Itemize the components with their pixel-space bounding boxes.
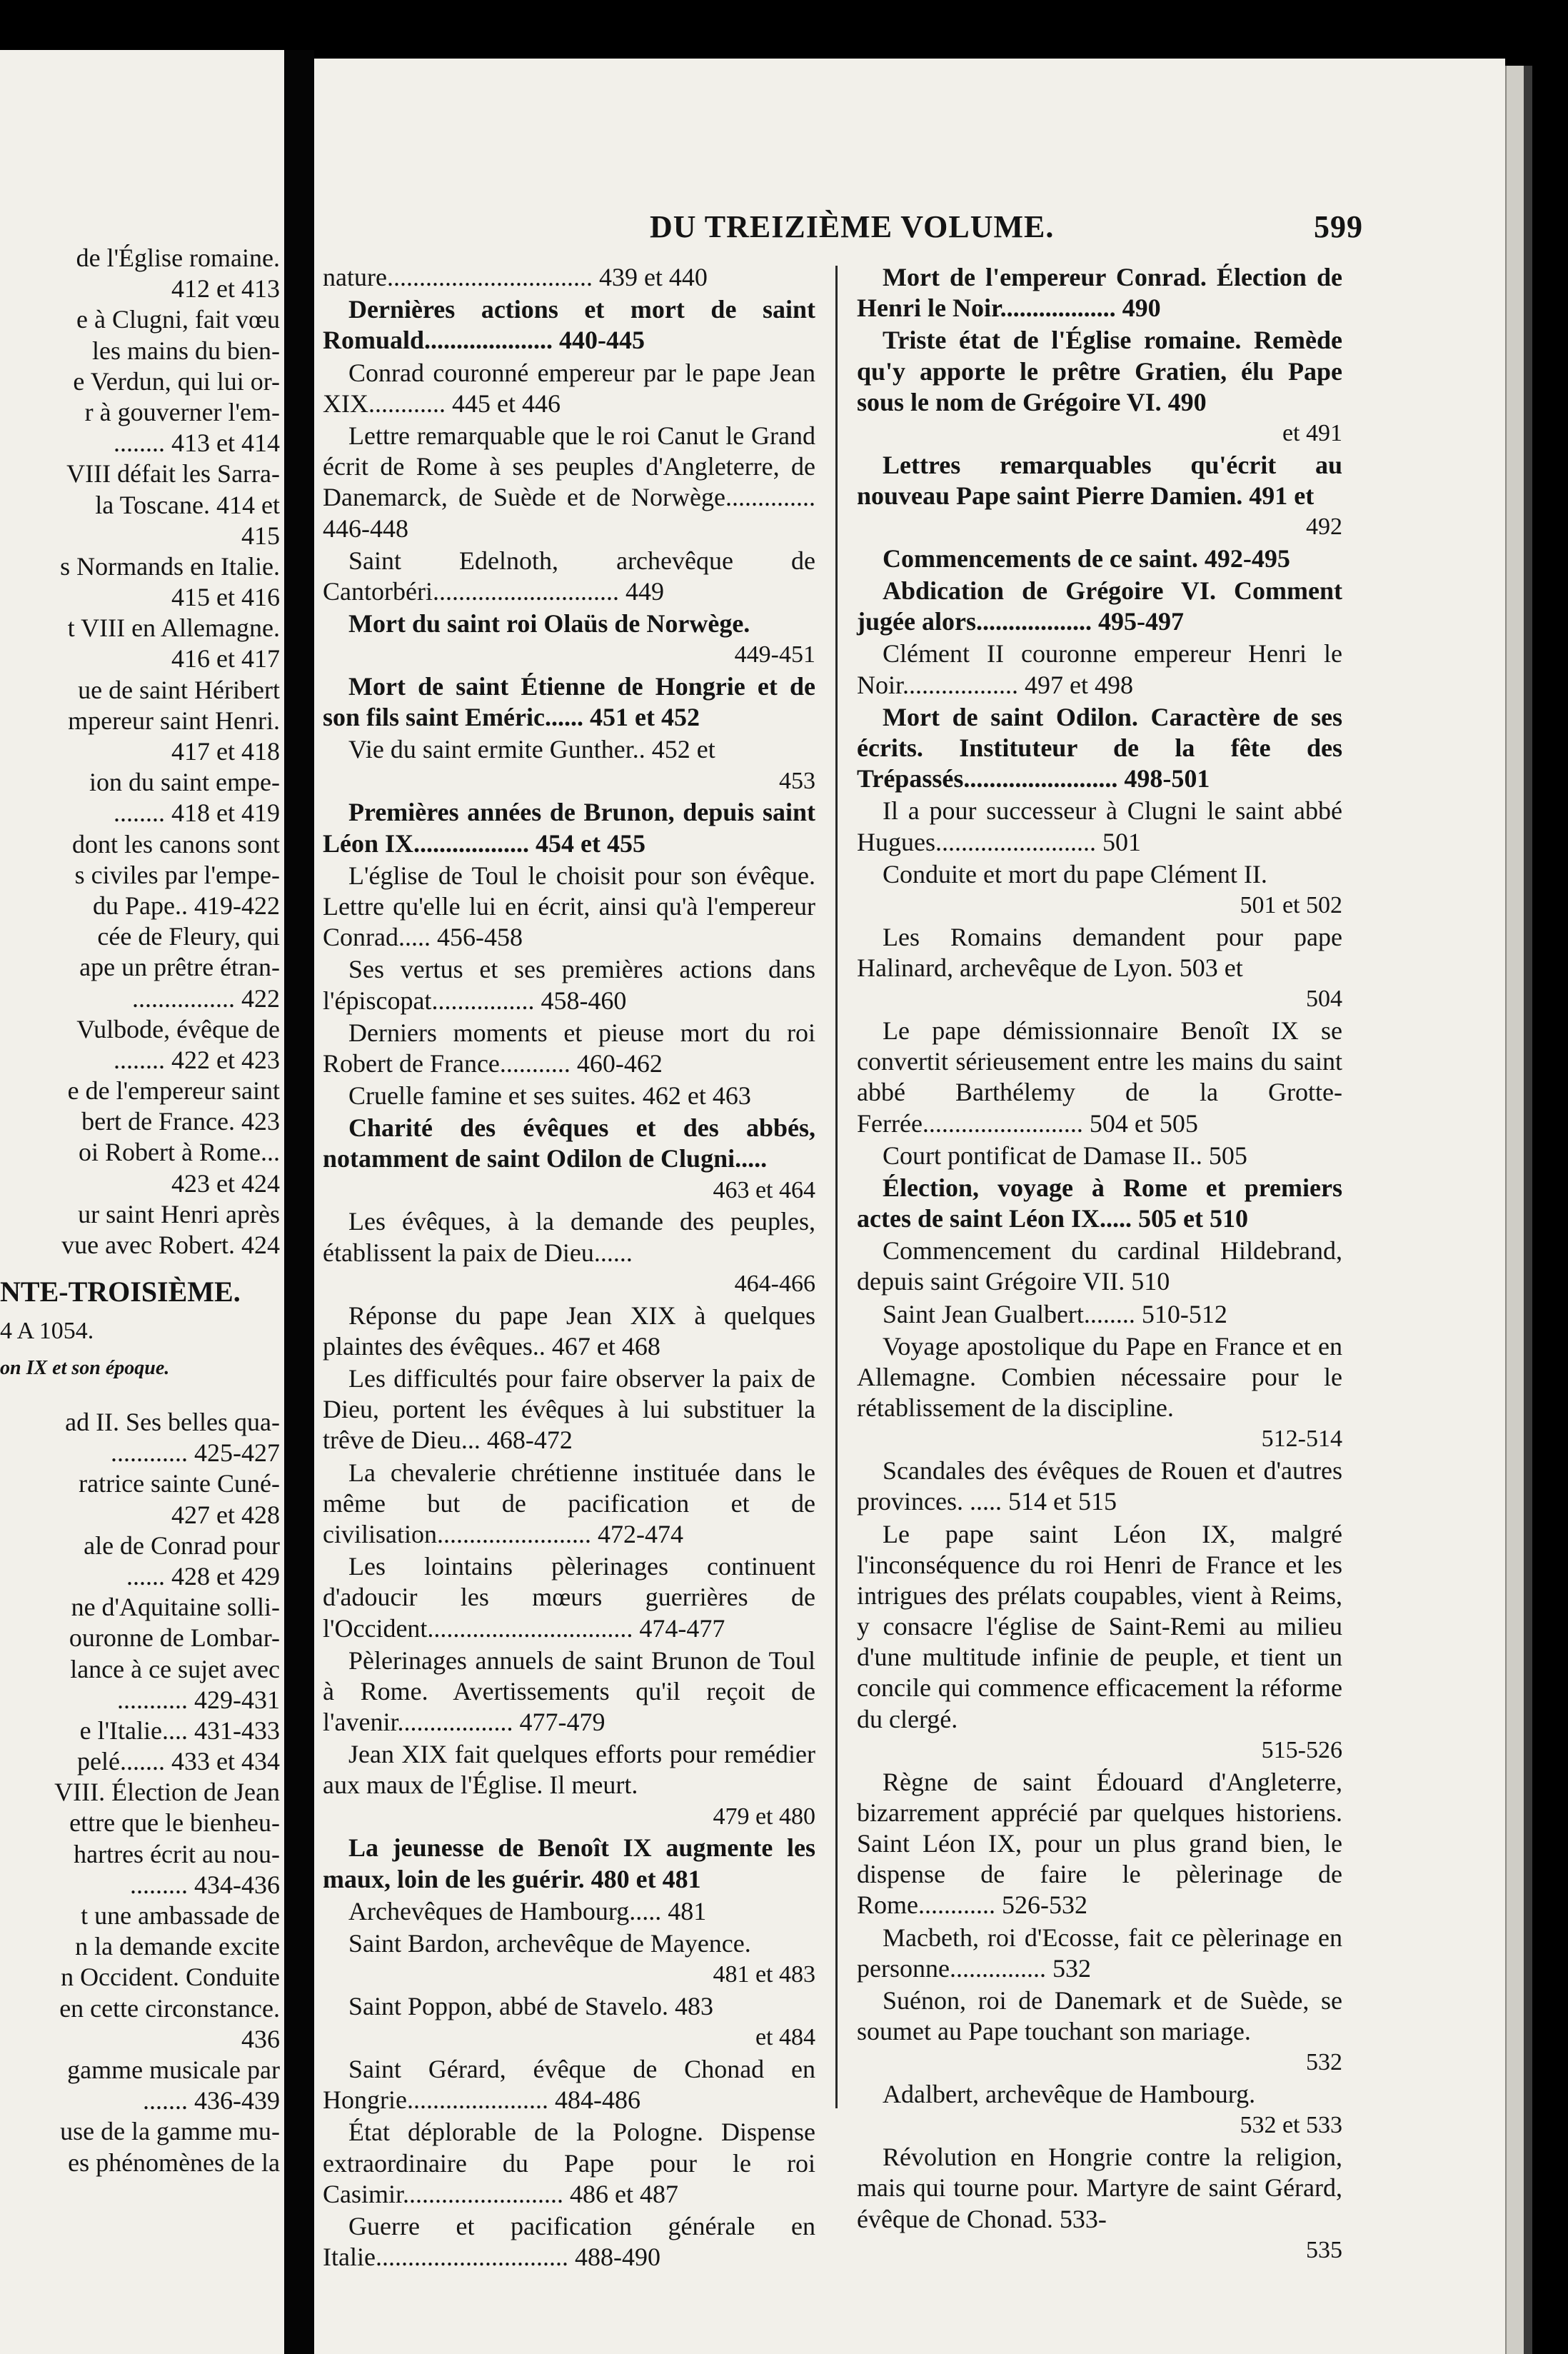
index-entry: Mort de saint Étienne de Hongrie et de son fils saint Eméric...... 451 et 452 <box>323 672 815 732</box>
left-index-line: ne d'Aquitaine solli- <box>71 1593 280 1622</box>
index-entry: Les Romains demandent pour pape Halinard, archevêque de Lyon. 503 et <box>857 922 1342 982</box>
left-index-line: ............ 425-427 <box>111 1438 280 1468</box>
index-entry: Guerre et pacification générale en Italie.............................. 488-490 <box>323 2211 815 2272</box>
index-entry: Le pape démissionnaire Benoît IX se convertit sérieusement entre les mains du saint abbé Barthélemy de la Grotte-Ferrée......................... 504 et 505 <box>857 1016 1342 1138</box>
index-entry: Lettre remarquable que le roi Canut le Grand écrit de Rome à ses peuples d'Angleterre, de Danemarck, de Suède et de Norwège.............. 446-448 <box>323 421 815 543</box>
left-index-line: ........ 422 et 423 <box>114 1045 280 1074</box>
index-entry: Jean XIX fait quelques efforts pour remédier aux maux de l'Église. Il meurt. <box>323 1740 815 1800</box>
left-index-line: 415 <box>241 521 280 550</box>
index-entry: Il a pour successeur à Clugni le saint abbé Hugues......................... 501 <box>857 796 1342 856</box>
left-index-line: oi Robert à Rome... <box>79 1138 280 1167</box>
left-index-line: s Normands en Italie. <box>60 551 280 581</box>
index-entry: Adalbert, archevêque de Hambourg. <box>883 2080 1256 2109</box>
index-entry: nature................................ 439 et 440 <box>323 263 708 291</box>
index-entry: Archevêques de Hambourg..... 481 <box>348 1896 707 1925</box>
left-index-line: use de la gamme mu- <box>60 2117 280 2146</box>
index-entry: Court pontificat de Damase II.. 505 <box>883 1141 1247 1170</box>
index-entry: Lettres remarquables qu'écrit au nouveau Pape saint Pierre Damien. 491 et <box>857 450 1342 510</box>
index-page-ref: 535 <box>1306 2236 1342 2263</box>
index-entry: Vie du saint ermite Gunther.. 452 et <box>348 735 715 764</box>
left-index-line: bert de France. 423 <box>81 1107 280 1136</box>
index-entry: Les difficultés pour faire observer la paix de Dieu, portent les évêques à lui substituer la trêve de Dieu... 468-472 <box>323 1364 815 1455</box>
index-entry: Mort de l'empereur Conrad. Élection de Henri le Noir.................. 490 <box>857 263 1342 323</box>
left-index-line: vue avec Robert. 424 <box>61 1231 280 1259</box>
left-chapter-dates: 4 A 1054. <box>0 1318 94 1344</box>
right-page <box>314 59 1505 2354</box>
left-index-line: ratrice sainte Cuné- <box>79 1469 280 1498</box>
index-page-ref: et 491 <box>1282 419 1342 446</box>
book-gutter <box>284 50 314 2354</box>
page-number: 599 <box>1314 209 1363 244</box>
left-page <box>0 50 284 2354</box>
book-cover-edge <box>1524 66 1532 2354</box>
left-index-line: 415 et 416 <box>171 583 280 612</box>
index-entry: Scandales des évêques de Rouen et d'autres provinces. ..... 514 et 515 <box>857 1456 1342 1516</box>
left-index-line: en cette circonstance. <box>59 1993 280 2023</box>
left-index-line: ale de Conrad pour <box>84 1531 280 1560</box>
left-index-line: gamme musicale par <box>67 2055 280 2084</box>
index-entry: Suénon, roi de Danemark et de Suède, se soumet au Pape touchant son mariage. <box>857 1985 1342 2046</box>
index-entry: Les évêques, à la demande des peuples, établissent la paix de Dieu...... <box>323 1207 815 1267</box>
left-index-line: cée de Fleury, qui <box>97 922 280 951</box>
index-page-ref: et 484 <box>755 2024 815 2051</box>
left-index-line: hartres écrit au nou- <box>74 1839 280 1868</box>
index-entry: Saint Bardon, archevêque de Mayence. <box>348 1928 751 1958</box>
left-index-line: ad II. Ses belles qua- <box>65 1408 280 1436</box>
index-page-ref: 481 et 483 <box>713 1961 815 1988</box>
index-entry: Clément II couronne empereur Henri le Noir.................. 497 et 498 <box>857 639 1342 699</box>
left-index-line: ...... 428 et 429 <box>126 1561 280 1591</box>
index-page-ref: 515-526 <box>1261 1736 1342 1763</box>
index-page-ref: 532 <box>1306 2049 1342 2076</box>
index-entry: Charité des évêques et des abbés, notamment de saint Odilon de Clugni..... <box>323 1113 815 1173</box>
index-entry: Réponse du pape Jean XIX à quelques plaintes des évêques.. 467 et 468 <box>323 1301 815 1361</box>
left-index-line: 416 et 417 <box>171 644 280 673</box>
index-entry: Élection, voyage à Rome et premiers actes de saint Léon IX..... 505 et 510 <box>857 1173 1342 1233</box>
index-entry: Saint Edelnoth, archevêque de Cantorbéri............................. 449 <box>323 546 815 606</box>
index-page-ref: 501 et 502 <box>1240 891 1342 918</box>
left-index-line: ....... 436-439 <box>143 2086 280 2115</box>
left-index-line: ........ 418 et 419 <box>114 798 280 828</box>
left-index-line: e de l'empereur saint <box>67 1076 280 1106</box>
index-page-ref: 479 et 480 <box>713 1803 815 1830</box>
left-index-line: Vulbode, évêque de <box>76 1014 280 1043</box>
index-entry: Commencement du cardinal Hildebrand, depuis saint Grégoire VII. 510 <box>857 1236 1342 1296</box>
index-page-ref: 464-466 <box>734 1270 815 1297</box>
left-index-line: mpereur saint Henri. <box>68 706 280 735</box>
left-index-line: VIII défait les Sarra- <box>66 459 280 489</box>
index-page-ref: 463 et 464 <box>713 1176 815 1203</box>
index-page-ref: 504 <box>1306 986 1342 1013</box>
index-entry: Le pape saint Léon IX, malgré l'inconséquence du roi Henri de France et les intrigues des prélats coupables, vient à Reims, y consacre l'église de Saint-Remi au milieu d'une multitude infinie de peuple, et tient un concile qui commence efficacement la réforme du clergé. <box>857 1519 1342 1733</box>
index-entry: Les lointains pèlerinages continuent d'adoucir les mœurs guerrières de l'Occident................................ 474-477 <box>323 1552 815 1643</box>
left-index-line: ................ 422 <box>132 983 280 1013</box>
left-index-line: 423 et 424 <box>171 1168 280 1198</box>
index-entry: Ses vertus et ses premières actions dans l'épiscopat................ 458-460 <box>323 955 815 1015</box>
left-index-line: e l'Italie.... 431-433 <box>79 1716 280 1745</box>
left-index-line: s civiles par l'empe- <box>74 860 280 889</box>
left-page-index-bottom <box>0 1407 280 2178</box>
index-entry: Dernières actions et mort de saint Romuald.................... 440-445 <box>323 295 815 355</box>
index-entry: Pèlerinages annuels de saint Brunon de Toul à Rome. Avertissements qu'il reçoit de l'avenir.................. 477-479 <box>323 1646 815 1737</box>
left-index-line: ur saint Henri après <box>78 1199 280 1228</box>
left-index-line: pelé....... 433 et 434 <box>77 1747 280 1776</box>
left-index-line: ........ 413 et 414 <box>114 429 280 458</box>
index-entry: Règne de saint Édouard d'Angleterre, bizarrement apprécié par quelques historiens. Saint Léon IX, pour un plus grand bien, le dispense de faire le pèlerinage de Rome............ 526-532 <box>857 1767 1342 1920</box>
index-entry: La chevalerie chrétienne instituée dans le même but de pacification et de civilisation........................ 472-474 <box>323 1458 815 1548</box>
index-column-left <box>323 262 815 2274</box>
left-chapter-heading: NTE-TROISIÈME. <box>0 1276 241 1308</box>
index-entry: Derniers moments et pieuse mort du roi Robert de France........... 460-462 <box>323 1018 815 1078</box>
index-entry: Mort du saint roi Olaüs de Norwège. <box>348 609 750 638</box>
left-index-line: VIII. Élection de Jean <box>54 1778 280 1807</box>
left-index-line: ion du saint empe- <box>89 768 280 797</box>
left-index-line: les mains du bien- <box>92 336 280 365</box>
index-entry: Mort de saint Odilon. Caractère de ses écrits. Instituteur de la fête des Trépassés........................ 498-501 <box>857 702 1342 793</box>
left-index-line: dont les canons sont <box>72 829 280 858</box>
left-index-line: es phénomènes de la <box>68 2148 280 2177</box>
left-index-line: ......... 434-436 <box>130 1870 280 1899</box>
index-page-ref: 453 <box>779 767 815 794</box>
page-edge <box>1505 66 1525 2354</box>
left-index-line: la Toscane. 414 et <box>95 490 280 519</box>
left-page-index-top <box>0 243 280 1261</box>
index-entry: Conduite et mort du pape Clément II. <box>883 859 1267 888</box>
index-entry: Révolution en Hongrie contre la religion, mais qui tourne pour. Martyre de saint Gérard, évêque de Chonad. 533- <box>857 2143 1342 2233</box>
left-index-line: t VIII en Allemagne. <box>67 613 280 643</box>
index-page-ref: 492 <box>1306 514 1342 541</box>
left-index-line: ouronne de Lombar- <box>69 1623 280 1653</box>
left-index-line: 417 et 418 <box>171 737 280 766</box>
index-entry: Abdication de Grégoire VI. Comment jugée alors.................. 495-497 <box>857 576 1342 636</box>
left-index-line: ........... 429-431 <box>117 1685 280 1714</box>
left-index-line: 436 <box>241 2024 280 2053</box>
index-entry: État déplorable de la Pologne. Dispense extraordinaire du Pape pour le roi Casimir......................... 486 et 487 <box>323 2118 815 2208</box>
index-entry: La jeunesse de Benoît IX augmente les maux, loin de les guérir. 480 et 481 <box>323 1833 815 1893</box>
left-index-line: ettre que le bienheu- <box>69 1808 280 1838</box>
index-entry: Triste état de l'Église romaine. Remède qu'y apporte le prêtre Gratien, élu Pape sous le nom de Grégoire VI. 490 <box>857 326 1342 416</box>
index-entry: Voyage apostolique du Pape en France et en Allemagne. Combien nécessaire pour le rétablissement de la discipline. <box>857 1331 1342 1423</box>
index-entry: Conrad couronné empereur par le pape Jean XIX............ 445 et 446 <box>323 358 815 418</box>
index-entry: L'église de Toul le choisit pour son évêque. Lettre qu'elle lui en écrit, ainsi qu'à l'empereur Conrad..... 456-458 <box>323 861 815 952</box>
index-entry: Premières années de Brunon, depuis saint Léon IX.................. 454 et 455 <box>323 798 815 858</box>
left-index-line: e à Clugni, fait vœu <box>76 305 280 334</box>
left-index-line: ue de saint Héribert <box>78 675 280 704</box>
index-page-ref: 532 et 533 <box>1240 2112 1342 2139</box>
index-entry: Saint Poppon, abbé de Stavelo. 483 <box>348 1991 713 2020</box>
left-chapter-subtitle: on IX et son époque. <box>0 1357 170 1379</box>
index-page-ref: 449-451 <box>734 641 815 668</box>
index-entry: Saint Gérard, évêque de Chonad en Hongrie...................... 484-486 <box>323 2054 815 2115</box>
left-index-line: n la demande excite <box>75 1932 280 1961</box>
index-entry: Macbeth, roi d'Ecosse, fait ce pèlerinage en personne............... 532 <box>857 1923 1342 1983</box>
left-index-line: ape un prêtre étran- <box>79 953 280 982</box>
left-index-line: de l'Église romaine. <box>76 244 280 272</box>
left-index-line: 427 et 428 <box>171 1500 280 1529</box>
index-entry: Commencements de ce saint. 492-495 <box>883 544 1290 573</box>
index-entry: Saint Jean Gualbert........ 510-512 <box>883 1299 1227 1328</box>
left-index-line: lance à ce sujet avec <box>70 1654 280 1683</box>
left-index-line: e Verdun, qui lui or- <box>73 366 280 396</box>
running-title: DU TREIZIÈME VOLUME. <box>650 209 1055 244</box>
index-entry: Cruelle famine et ses suites. 462 et 463 <box>348 1081 751 1111</box>
left-index-line: du Pape.. 419-422 <box>93 891 280 920</box>
left-index-line: t une ambassade de <box>81 1901 280 1930</box>
column-divider <box>835 266 838 2108</box>
index-column-right <box>857 262 1342 2266</box>
left-index-line: r à gouverner l'em- <box>84 397 280 426</box>
left-index-line: n Occident. Conduite <box>61 1963 280 1992</box>
left-index-line: 412 et 413 <box>171 274 280 304</box>
index-page-ref: 512-514 <box>1261 1426 1342 1453</box>
